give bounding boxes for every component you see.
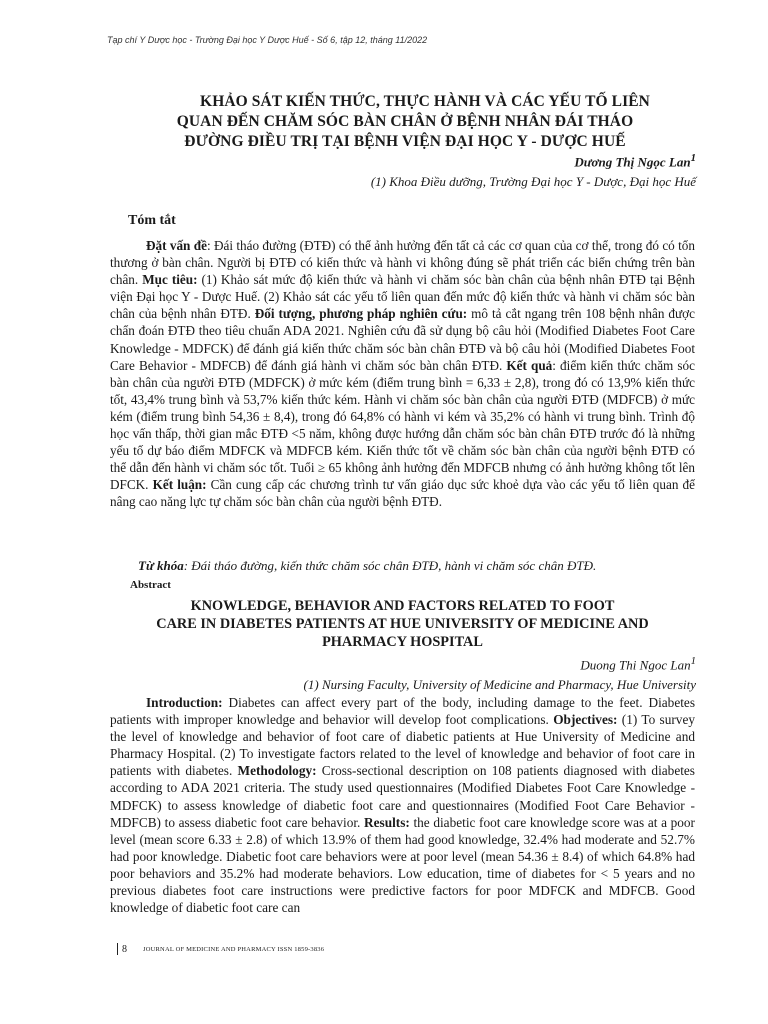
section-text: Diabetes can affect every part of the body, including damage to the feet. Diabetes patients with improper knowledge and behavior will develop foot complications. <box>110 695 695 728</box>
journal-name: JOURNAL OF MEDICINE AND PHARMACY ISSN 1859-3836 <box>143 945 325 953</box>
section-text: Cần cung cấp các chương trình tư vấn giáo dục sức khoẻ dựa vào các yếu tố liên quan để nâng cao năng lực tự chăm sóc bàn chân của người bệnh ĐTĐ. <box>110 477 695 510</box>
english-abstract-paragraph <box>110 694 695 916</box>
english-title-line: KNOWLEDGE, BEHAVIOR AND FACTORS RELATED TO FOOT <box>190 598 615 614</box>
english-affiliation: (1) Nursing Faculty, University of Medicine and Pharmacy, Hue University <box>303 677 696 692</box>
vietnamese-author <box>574 152 696 170</box>
section-text: (1) Khảo sát mức độ kiến thức và hành vi chăm sóc bàn chân của bệnh nhân ĐTĐ tại Bệnh viện Đại học Y - Dược Huế. (2) Khảo sát các yếu tố liên quan đến mức độ kiến thức và hành vi chăm sóc bàn chân của bệnh nhân ĐTĐ. <box>110 272 695 322</box>
section-label: Đối tượng, phương pháp nghiên cứu: <box>254 306 468 322</box>
english-author <box>580 655 696 673</box>
author-superscript: 1 <box>690 152 696 164</box>
vietnamese-title-line: ĐƯỜNG ĐIỀU TRỊ TẠI BỆNH VIỆN ĐẠI HỌC Y - DƯỢC HUẾ <box>184 133 626 150</box>
page-number: 8 <box>122 943 127 955</box>
section-label: Kết luận: <box>152 477 207 493</box>
running-head: Tạp chí Y Dược học - Trường Đại học Y Dược Huế - Số 6, tập 12, tháng 11/2022 <box>107 35 428 45</box>
footer-divider <box>117 943 118 955</box>
english-abstract-body <box>110 694 695 916</box>
abstract-label: Abstract <box>130 579 171 591</box>
english-title <box>105 597 700 651</box>
english-title-line: CARE IN DIABETES PATIENTS AT HUE UNIVERSITY OF MEDICINE AND <box>156 616 649 632</box>
vietnamese-abstract-heading: Tóm tắt <box>128 213 176 228</box>
page-footer <box>117 943 324 955</box>
section-text: : Đái tháo đường (ĐTĐ) có thể ảnh hưởng đến tất cả các cơ quan của cơ thể, trong đó có tổn thương ở bàn chân. Người bị ĐTĐ có kiến thức và hành vi không đúng sẽ phát triển các biến chứng trên bàn chân. <box>110 238 695 288</box>
section-text: the diabetic foot care knowledge score was at a poor level (mean score 6.33 ± 2.8) of which 13.9% of them had good knowledge, 32.4% had moderate and 52.7% had poor knowledge. Diabetic foot care behaviors were at poor level (mean 54.36 ± 8.4) of which 64.8% had poor behaviors and 35.2% had moderate behaviors. Low education, time of diabetes for < 5 years and no previous diabetes foot care instructions were predictive factors for poor MDFCK and MDFCB. Good knowledge of diabetic foot care can <box>110 814 695 916</box>
section-label: Results: <box>364 814 410 830</box>
section-text: : điểm kiến thức chăm sóc bàn chân của người ĐTĐ (MDFCK) ở mức kém (điểm trung bình = 6,33 ± 2,8), trong đó có 13,9% kiến thức tốt, 43,4% trung bình và 53,7% kiến thức kém. Hành vi chăm sóc bàn chân của người ĐTĐ (MDFCB) ở mức kém (điểm trung bình 54,36 ± 8,4), trong đó 64,8% có hành vi kém và 35,2% có hành vi trung bình. Trình độ học vấn thấp, thời gian mắc ĐTĐ <5 năm, không được hướng dẫn chăm sóc bàn chân ĐTĐ trước đó là những yếu tố dự báo điểm MDFCK và MDFCB kém. Kiến thức tốt về chăm sóc bàn chân của người bệnh ĐTĐ có thể dẫn đến hành vi chăm sóc tốt. Tuổi ≥ 65 không ảnh hưởng đến MDFCB nhưng có ảnh hưởng không tốt lên DFCK. <box>110 357 695 493</box>
section-label: Introduction: <box>146 695 223 710</box>
section-label: Mục tiêu: <box>142 272 198 288</box>
section-text: (1) To survey the level of knowledge and behavior of foot care of diabetic patients at Hue University of Medicine and Pharmacy Hospital. (2) To investigate factors related to the level of knowledge and behavior of foot care in patients with diabetes. <box>110 712 695 779</box>
section-label: Objectives: <box>553 712 618 728</box>
keywords-label: Từ khóa <box>138 558 184 573</box>
vietnamese-title-line: KHẢO SÁT KIẾN THỨC, THỰC HÀNH VÀ CÁC YẾU TỐ LIÊN <box>200 93 650 110</box>
author-name: Duong Thi Ngoc Lan <box>580 657 691 673</box>
vietnamese-abstract-paragraph <box>110 237 695 511</box>
section-text: Cross-sectional description on 108 patients diagnosed with diabetes according to ADA 2021 criteria. The study used questionnaires (Modified Diabetes Foot Care Knowledge - MDFCK) to assess knowledge of diabetic foot care and questionnaires (Modified Foot Care Behavior - MDFCB) to assess diabetic foot care behavior. <box>110 763 695 830</box>
vietnamese-affiliation: (1) Khoa Điều dưỡng, Trường Đại học Y - Dược, Đại học Huế <box>370 174 696 189</box>
section-label: Methodology: <box>237 763 317 779</box>
keywords-text: : Đái tháo đường, kiến thức chăm sóc chân ĐTĐ, hành vi chăm sóc chân ĐTĐ. <box>183 558 597 573</box>
author-name: Dương Thị Ngọc Lan <box>574 154 691 170</box>
section-text: mô tả cắt ngang trên 108 bệnh nhân được chẩn đoán ĐTĐ theo tiêu chuẩn ADA 2021. Nghiên cứu đã sử dụng bộ câu hỏi (Modified Diabetes Foot Care Knowledge - MDFCK) để đánh giá kiến thức chăm sóc bàn chân ĐTĐ và bộ câu hỏi (Modified Diabetes Foot Care Behavior - MDFCB) để đánh giá hành vi chăm sóc bàn chân ĐTĐ. <box>110 306 695 373</box>
section-label: Kết quả <box>506 357 553 373</box>
vietnamese-abstract-body <box>110 237 695 511</box>
vietnamese-keywords <box>138 558 596 574</box>
english-title-line: PHARMACY HOSPITAL <box>322 634 483 650</box>
vietnamese-title-line: QUAN ĐẾN CHĂM SÓC BÀN CHÂN Ở BỆNH NHÂN ĐÁI THÁO <box>176 113 634 130</box>
author-superscript: 1 <box>690 655 696 667</box>
vietnamese-title <box>110 92 700 152</box>
section-label: Đặt vấn đề <box>146 238 207 253</box>
